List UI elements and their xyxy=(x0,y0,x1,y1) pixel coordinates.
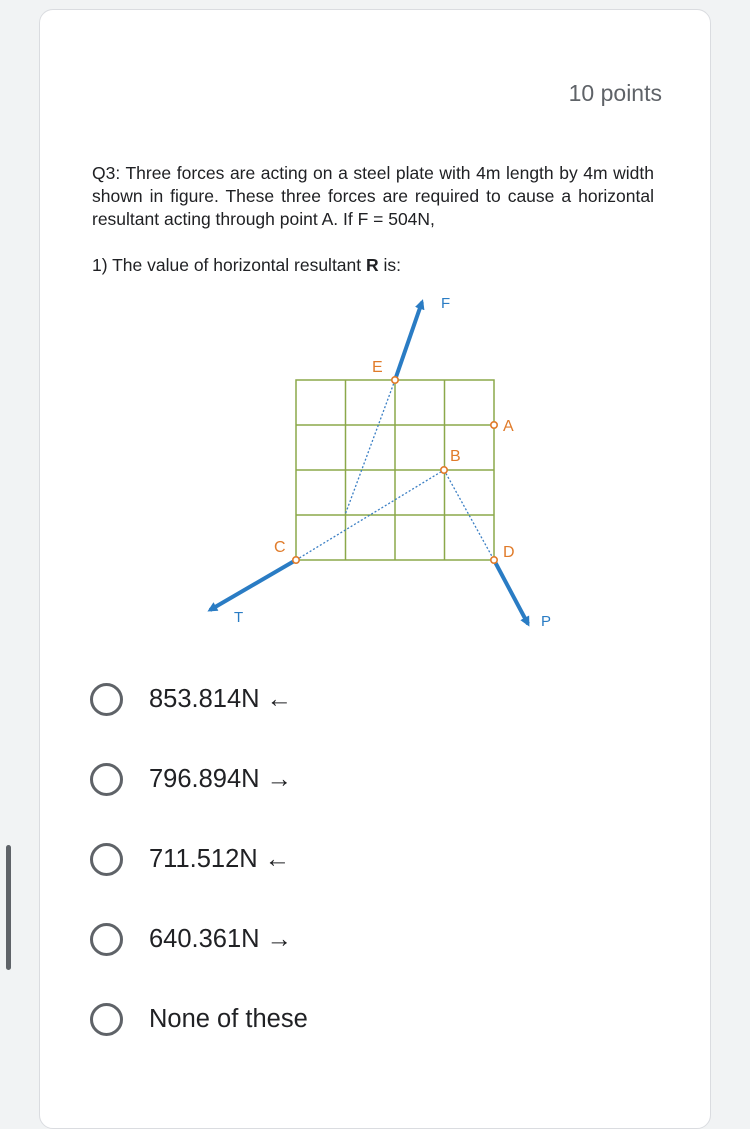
plate-grid xyxy=(296,380,494,560)
label-d: D xyxy=(503,544,515,561)
radio-button[interactable] xyxy=(90,763,123,796)
radio-button[interactable] xyxy=(90,923,123,956)
point-a xyxy=(491,422,497,428)
point-c xyxy=(293,557,299,563)
option-label: 853.814N ← xyxy=(149,684,293,713)
option-label: None of these xyxy=(149,1004,308,1033)
option-label: 796.894N → xyxy=(149,764,293,793)
label-e: E xyxy=(372,359,383,376)
radio-button[interactable] xyxy=(90,683,123,716)
point-e xyxy=(392,377,398,383)
option-4[interactable] xyxy=(90,919,292,959)
label-a: A xyxy=(503,418,514,435)
force-p-arrow xyxy=(494,560,528,624)
force-f-arrow xyxy=(395,302,422,380)
question-card xyxy=(39,9,711,1129)
option-1[interactable] xyxy=(90,679,292,719)
label-t: T xyxy=(234,609,244,626)
radio-button[interactable] xyxy=(90,1003,123,1036)
option-label: 711.512N ← xyxy=(149,844,291,873)
point-d xyxy=(491,557,497,563)
points-label: 10 points xyxy=(568,80,662,106)
option-5[interactable] xyxy=(90,999,308,1039)
question-text: Q3: Three forces are acting on a steel plate with 4m length by 4m width shown in figure. These three forces are required to cause a horizontal resultant acting through point A. If F = 504N, xyxy=(92,163,654,229)
label-p: P xyxy=(541,613,552,630)
sub-question-prefix: 1) The value of horizontal resultant xyxy=(92,255,367,275)
option-3[interactable] xyxy=(90,839,290,879)
label-f: F xyxy=(441,295,451,312)
point-b xyxy=(441,467,447,473)
force-t-arrow xyxy=(210,560,296,610)
radio-button[interactable] xyxy=(90,843,123,876)
sub-question-suffix: is: xyxy=(378,255,402,275)
sub-question-bold: R xyxy=(366,255,379,275)
line-e-to-grid xyxy=(345,380,395,515)
force-diagram xyxy=(40,10,712,710)
scrollbar[interactable] xyxy=(6,845,11,970)
option-label: 640.361N → xyxy=(149,924,293,953)
label-c: C xyxy=(274,539,286,556)
option-2[interactable] xyxy=(90,759,292,799)
label-b: B xyxy=(450,448,461,465)
